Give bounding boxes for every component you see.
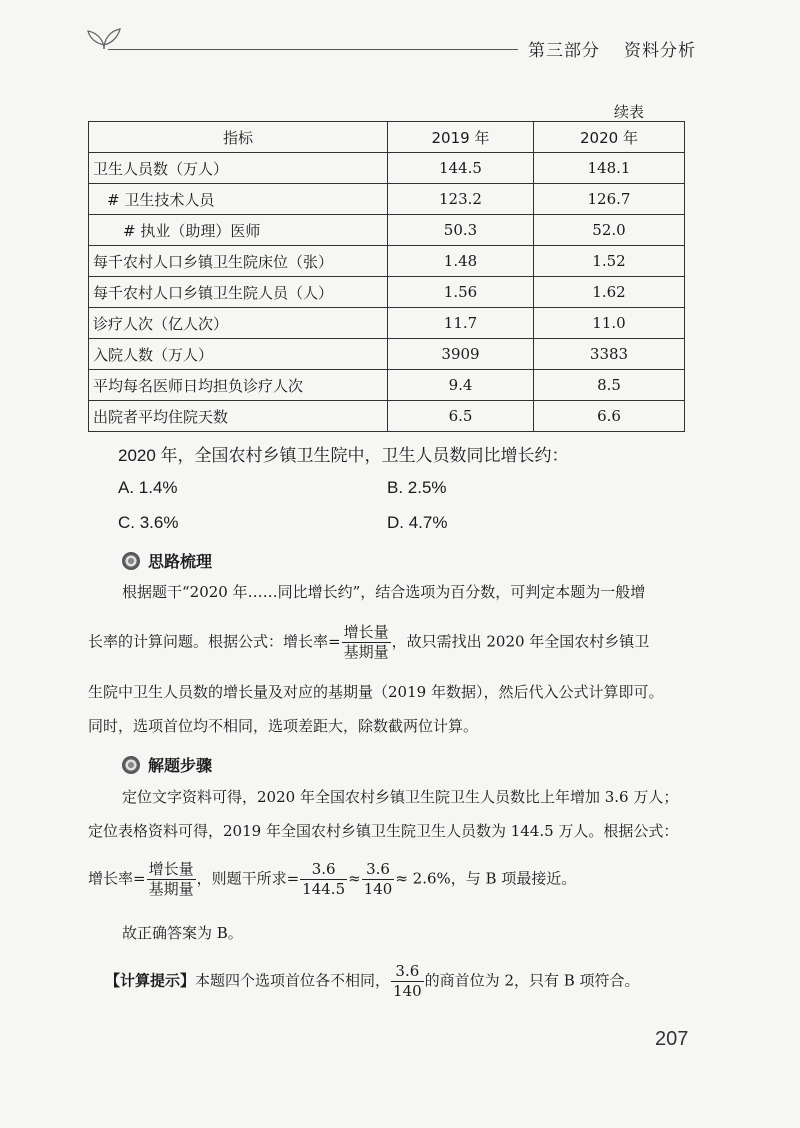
growth-rate-fraction (342, 623, 391, 662)
value-2019: 9.4 (388, 370, 534, 401)
value-2019: 50.3 (388, 215, 534, 246)
analysis-heading (122, 549, 212, 572)
row-label: 诊疗人次（亿人次） (89, 308, 388, 339)
fraction-denominator: 140 (363, 880, 393, 898)
formula-prefix: 增长率= (88, 869, 146, 888)
solution-title: 解题步骤 (148, 756, 213, 775)
solution-line-2: 定位表格资料可得，2019 年全国农村乡镇卫生院卫生人员数为 144.5 万人。根据公式： (88, 822, 679, 840)
approx-sign: ≈ (348, 869, 361, 888)
formula-fraction-3 (362, 860, 395, 899)
header-indicator: 指标 (89, 122, 388, 153)
value-2019: 144.5 (388, 153, 534, 184)
value-2019: 3909 (388, 339, 534, 370)
value-2019: 123.2 (388, 184, 534, 215)
solution-heading (122, 753, 212, 776)
table-row (89, 339, 685, 370)
value-2020: 1.62 (534, 277, 685, 308)
analysis-line-2-text: 长率的计算问题。根据公式：增长率= (88, 632, 341, 651)
fraction-numerator: 3.6 (362, 860, 395, 880)
fraction-denominator: 144.5 (302, 880, 346, 898)
value-2020: 3383 (534, 339, 685, 370)
formula-fraction-2 (300, 860, 347, 899)
tip-fraction (391, 962, 424, 1001)
running-header (528, 36, 696, 61)
value-2019: 1.48 (388, 246, 534, 277)
option-b: B. 2.5% (387, 478, 447, 497)
header-section: 资料分析 (624, 41, 696, 61)
table-row (89, 370, 685, 401)
value-2019: 1.56 (388, 277, 534, 308)
calc-tip (105, 962, 640, 1001)
header-2019: 2019 年 (388, 122, 534, 153)
answer-line: 故正确答案为 B。 (122, 924, 243, 942)
value-2020: 52.0 (534, 215, 685, 246)
header-2020: 2020 年 (534, 122, 685, 153)
row-label: 每千农村人口乡镇卫生院人员（人） (89, 277, 388, 308)
formula-result: ≈ 2.6%，与 B 项最接近。 (395, 869, 577, 888)
table-row (89, 184, 685, 215)
value-2020: 8.5 (534, 370, 685, 401)
solution-line-1: 定位文字资料可得，2020 年全国农村乡镇卫生院卫生人员数比上年增加 3.6 万人； (122, 788, 679, 806)
option-a: A. 1.4% (118, 478, 178, 497)
option-d: D. 4.7% (387, 513, 448, 532)
formula-middle: ，则题干所求= (196, 869, 300, 888)
table-caption: 续表 (614, 103, 645, 121)
row-label: # 卫生技术人员 (89, 184, 388, 215)
analysis-line-2 (88, 623, 649, 662)
value-2020: 6.6 (534, 401, 685, 432)
table-row (89, 277, 685, 308)
row-label: 平均每名医师日均担负诊疗人次 (89, 370, 388, 401)
formula-fraction-1 (147, 860, 196, 899)
section-badge-icon (122, 756, 140, 774)
tip-tail: 的商首位为 2，只有 B 项符合。 (424, 971, 640, 990)
fraction-denominator: 基期量 (148, 880, 194, 898)
option-c: C. 3.6% (118, 513, 179, 532)
header-rule (108, 49, 518, 50)
fraction-denominator: 基期量 (343, 643, 389, 661)
value-2020: 11.0 (534, 308, 685, 339)
analysis-line-1: 根据题干“2020 年……同比增长约”，结合选项为百分数，可判定本题为一般增 (122, 583, 646, 601)
leaf-ornament-icon (84, 25, 124, 51)
value-2020: 126.7 (534, 184, 685, 215)
table-row (89, 246, 685, 277)
table-row (89, 153, 685, 184)
value-2020: 1.52 (534, 246, 685, 277)
table-header-row (89, 122, 685, 153)
fraction-numerator: 3.6 (300, 860, 347, 880)
fraction-numerator: 增长量 (148, 860, 194, 878)
solution-formula (88, 860, 576, 899)
value-2019: 6.5 (388, 401, 534, 432)
row-label: 出院者平均住院天数 (89, 401, 388, 432)
analysis-line-4: 同时，选项首位均不相同，选项差距大，除数截两位计算。 (88, 717, 479, 735)
analysis-line-2-tail: ，故只需找出 2020 年全国农村乡镇卫 (391, 632, 650, 651)
table-row (89, 401, 685, 432)
data-table (88, 121, 685, 432)
tip-text: 本题四个选项首位各不相同， (195, 971, 391, 990)
row-label: 每千农村人口乡镇卫生院床位（张） (89, 246, 388, 277)
header-part: 第三部分 (528, 41, 600, 61)
page-number: 207 (655, 1028, 689, 1050)
section-badge-icon (122, 552, 140, 570)
value-2020: 148.1 (534, 153, 685, 184)
table-row (89, 308, 685, 339)
row-label: # 执业（助理）医师 (89, 215, 388, 246)
fraction-denominator: 140 (393, 982, 422, 1000)
question-stem: 2020 年，全国农村乡镇卫生院中，卫生人员数同比增长约： (118, 446, 569, 465)
fraction-numerator: 增长量 (343, 623, 389, 641)
value-2019: 11.7 (388, 308, 534, 339)
analysis-line-3: 生院中卫生人员数的增长量及对应的基期量（2019 年数据），然后代入公式计算即可。 (88, 683, 664, 701)
analysis-title: 思路梳理 (148, 552, 213, 571)
row-label: 入院人数（万人） (89, 339, 388, 370)
tip-label: 【计算提示】 (105, 971, 196, 990)
row-label: 卫生人员数（万人） (89, 153, 388, 184)
fraction-numerator: 3.6 (391, 962, 424, 982)
table-row (89, 215, 685, 246)
